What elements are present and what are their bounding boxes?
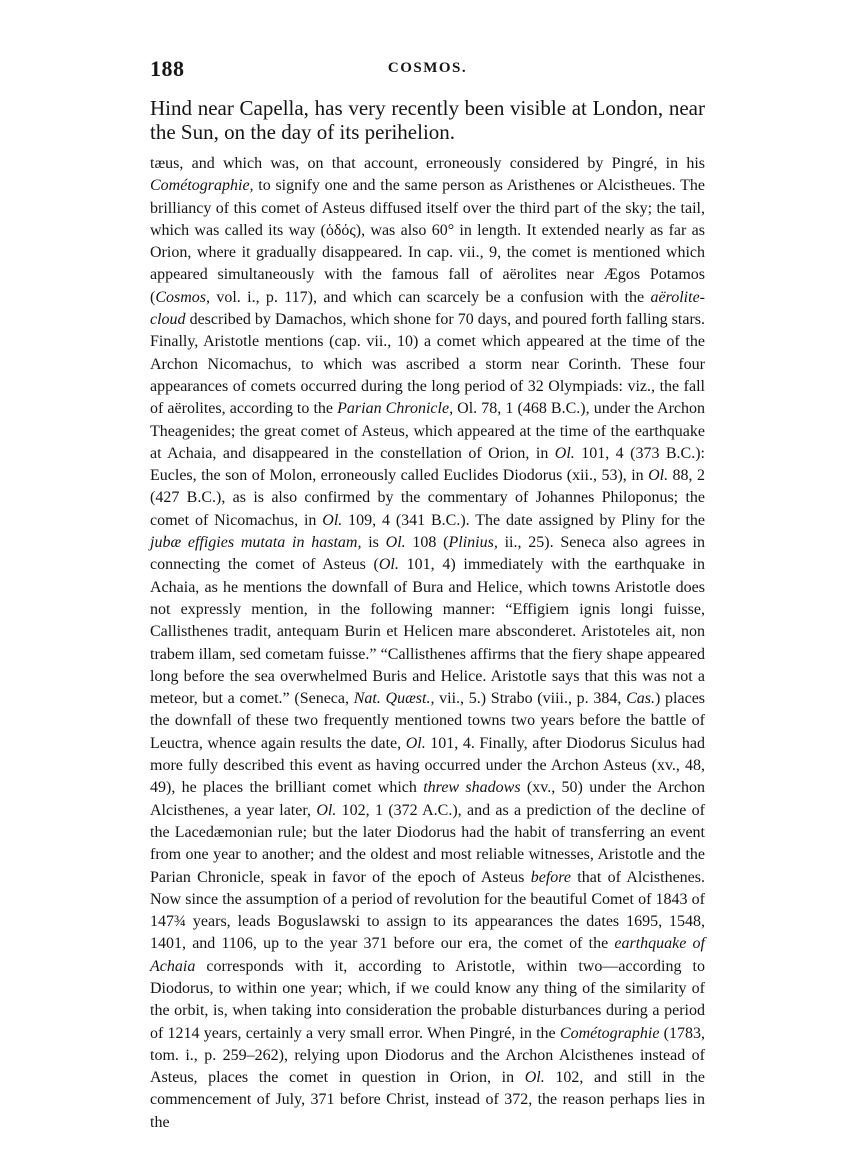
italic-run: Cosmos, [155,288,211,306]
text-run: 88, 2 (427 B.C.), as is also confirmed by the commentary of Johannes Philoponus; the comet of Nicomachus, in [150,467,705,529]
italic-run: Ol. [405,734,426,752]
text-run: described by Damachos, which shone for 70 days, and poured forth falling stars. Finally, Aristotle mentions (cap. vii., 10) a comet which appeared at the time of the Archon Nicomachus, to which was ascribed a storm near Corinth. These four appearances of comets occurred during the long period of 32 Olympiads: viz., the fall of aërolites, according to the [150,311,705,418]
text-run: (xv., 50) under the Archon Alcisthenes, a year later, [150,779,705,819]
text-run: ) places the downfall of these two frequently mentioned towns two years before the battle of Leuctra, whence again results the date, [150,690,706,752]
italic-run: before [530,868,571,886]
italic-run: aërolite-cloud [150,288,705,329]
footnote-text [150,153,705,1134]
text-run: tæus, and which was, on that account, erroneously considered by Pingré, in his [150,155,705,172]
italic-run: earthquake of Achaia [150,935,706,975]
italic-run: Nat. Quæst., [353,690,435,708]
italic-run: jubæ effigies mutata in hastam, [150,534,362,552]
italic-run: Ol. [648,467,669,485]
text-run: ii., 25). Seneca also agrees in connecting the comet of Asteus ( [150,534,706,574]
running-head: COSMOS. [387,60,468,76]
italic-run: Ol. [316,801,337,819]
page-header [150,56,705,86]
italic-run: Cométographie, [150,177,254,195]
text-run: to signify one and the same person as Aristhenes or Alcistheues. The brilliancy of this comet of Asteus diffused itself over the third part of the sky; the tail, which was called its way (ὁδός), was also 60° in length. It extended nearly as far as Orion, where it gradually disappeared. In cap. vii., 9, the comet is mentioned which appeared simultaneously with the famous fall of aërolites near Ægos Potamos ( [150,177,705,306]
italic-run: Ol. [524,1069,545,1087]
italic-run: Ol. [322,511,343,529]
text-run: 109, 4 (341 B.C.). The date assigned by Pliny for the [342,511,706,529]
text-run: 102, and still in the commencement of July, 371 before Christ, instead of 372, the reason perhaps lies in the [150,1069,705,1131]
text-run: 101, 4 (373 B.C.): Eucles, the son of Molon, erroneously called Euclides Diodorus (xii., 53), in [150,444,706,485]
text-run: 102, 1 (372 A.C.), and as a prediction of the decline of the Lacedæmonian rule; but the later Diodorus had the habit of transferring an event from one year to another; and the oldest and most reliable witnesses, Aristotle and the Parian Chronicle, speak in favor of the epoch of Asteus [150,801,706,886]
text-run: Ol. 78, 1 (468 B.C.), under the Archon Theagenides; the great comet of Asteus, which appeared at the time of the earthquake at Achaia, and disappeared in the constellation of Orion, in [150,400,706,462]
text-run: (1783, tom. i., p. 259–262), relying upon Diodorus and the Archon Alcisthenes instead of Asteus, places the comet in question in Orion, in [150,1024,705,1087]
italic-run: Cas. [626,690,655,708]
italic-run: Parian Chronicle, [337,400,454,418]
text-run: corresponds with it, according to Aristotle, within two—according to Diodorus, to within one year; which, if we could know any thing of the similarity of the orbit, is, when taking into consideration the probable disturbances during a period of 1214 years, certainly a very small error. When Pingré, in the [150,957,705,1042]
text-run: vol. i., p. 117), and which can scarcely be a confusion with the [210,288,651,306]
text-run: is [361,534,386,552]
text-run: that of Alcisthenes. Now since the assumption of a period of revolution for the beautiful Comet of 1843 of 147¾ years, leads Boguslawski to assign to its appearances the dates 1695, 1548, 1401, and 1106, up to the year 371 before our era, the comet of the [150,868,705,953]
italic-run: Plinius, [448,534,498,552]
italic-run: Ol. [378,556,399,574]
text-run: vii., 5.) Strabo (viii., p. 384, [434,690,627,708]
italic-run: Ol. [385,534,406,552]
text-run: 101, 4) immediately with the earthquake in Achaia, as he mentions the downfall of Bura and Helice, which towns Aristotle does not expressly mention, in the following manner: “Effigiem ignis longi fuisse, Callisthenes tradit, antequam Burin et Helicen mare absconderet. Aristoteles ait, non trabem illam, sed cometam fuisse.” “Callisthenes affirms that the fiery shape appeared long before the sea overwhelmed Buris and Helice. Aristotle says that this was not a meteor, but a comet.” (Seneca, [150,556,705,708]
lead-paragraph: Hind near Capella, has very recently been visible at London, near the Sun, on the day of its perihelion. [150,96,705,144]
italic-run: Ol. [554,444,575,462]
text-run: 101, 4. Finally, after Diodorus Siculus had more fully described this event as having occurred under the Archon Asteus (xv., 48, 49), he places the brilliant comet which [150,734,706,797]
text-run: 108 ( [405,534,449,552]
page-number: 188 [150,56,185,81]
italic-run: Cométographie [559,1024,660,1042]
italic-run: threw shadows [423,779,521,797]
